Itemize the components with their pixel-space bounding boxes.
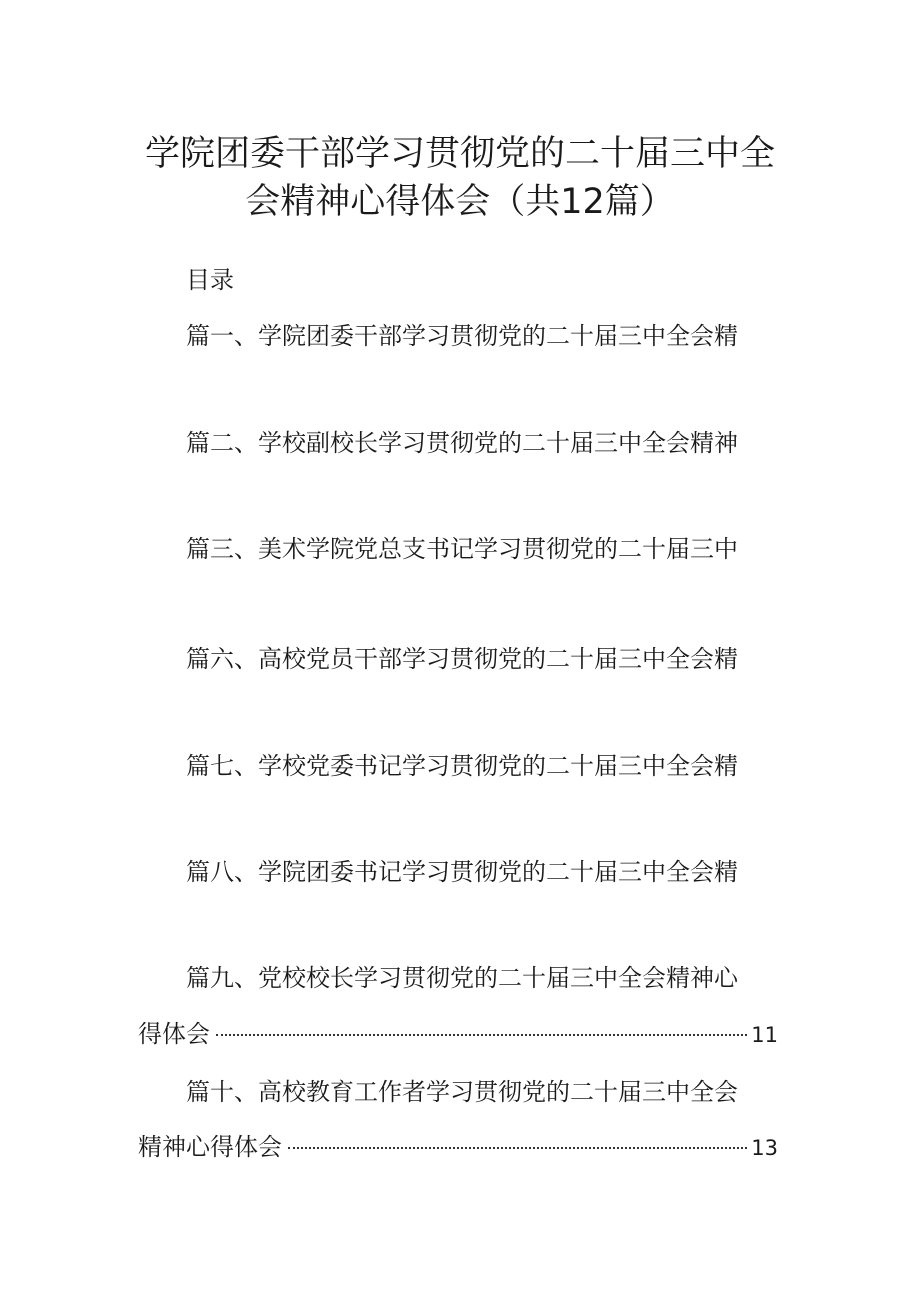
toc-entry[interactable]: 篇二、学校副校长学习贯彻党的二十届三中全会精神: [186, 429, 738, 457]
toc-page-number: 13: [751, 1136, 778, 1160]
toc-page-number: 11: [751, 1023, 778, 1047]
toc-entry-continuation[interactable]: [138, 1018, 778, 1051]
toc-entry[interactable]: 篇七、学校党委书记学习贯彻党的二十届三中全会精: [186, 752, 738, 780]
toc-entry[interactable]: 篇六、高校党员干部学习贯彻党的二十届三中全会精: [186, 645, 738, 673]
toc-entry[interactable]: 篇九、党校校长学习贯彻党的二十届三中全会精神心: [186, 964, 738, 992]
toc-entry-continuation[interactable]: [138, 1131, 778, 1164]
toc-entry[interactable]: 篇十、高校教育工作者学习贯彻党的二十届三中全会: [186, 1078, 738, 1106]
toc-entry[interactable]: 篇八、学院团委书记学习贯彻党的二十届三中全会精: [186, 858, 738, 886]
toc-entry[interactable]: 篇三、美术学院党总支书记学习贯彻党的二十届三中: [186, 535, 738, 563]
document-title-line-1: 学院团委干部学习贯彻党的二十届三中全: [144, 134, 775, 174]
toc-heading: 目录: [186, 266, 234, 294]
toc-entry-continuation-text: 得体会: [138, 1020, 210, 1048]
toc-dot-leader: [288, 1147, 747, 1149]
toc-dot-leader: [216, 1034, 747, 1036]
document-title-line-2: 会精神心得体会（共12篇）: [245, 182, 675, 222]
toc-entry[interactable]: 篇一、学院团委干部学习贯彻党的二十届三中全会精: [186, 322, 738, 350]
toc-entry-continuation-text: 精神心得体会: [138, 1133, 282, 1161]
